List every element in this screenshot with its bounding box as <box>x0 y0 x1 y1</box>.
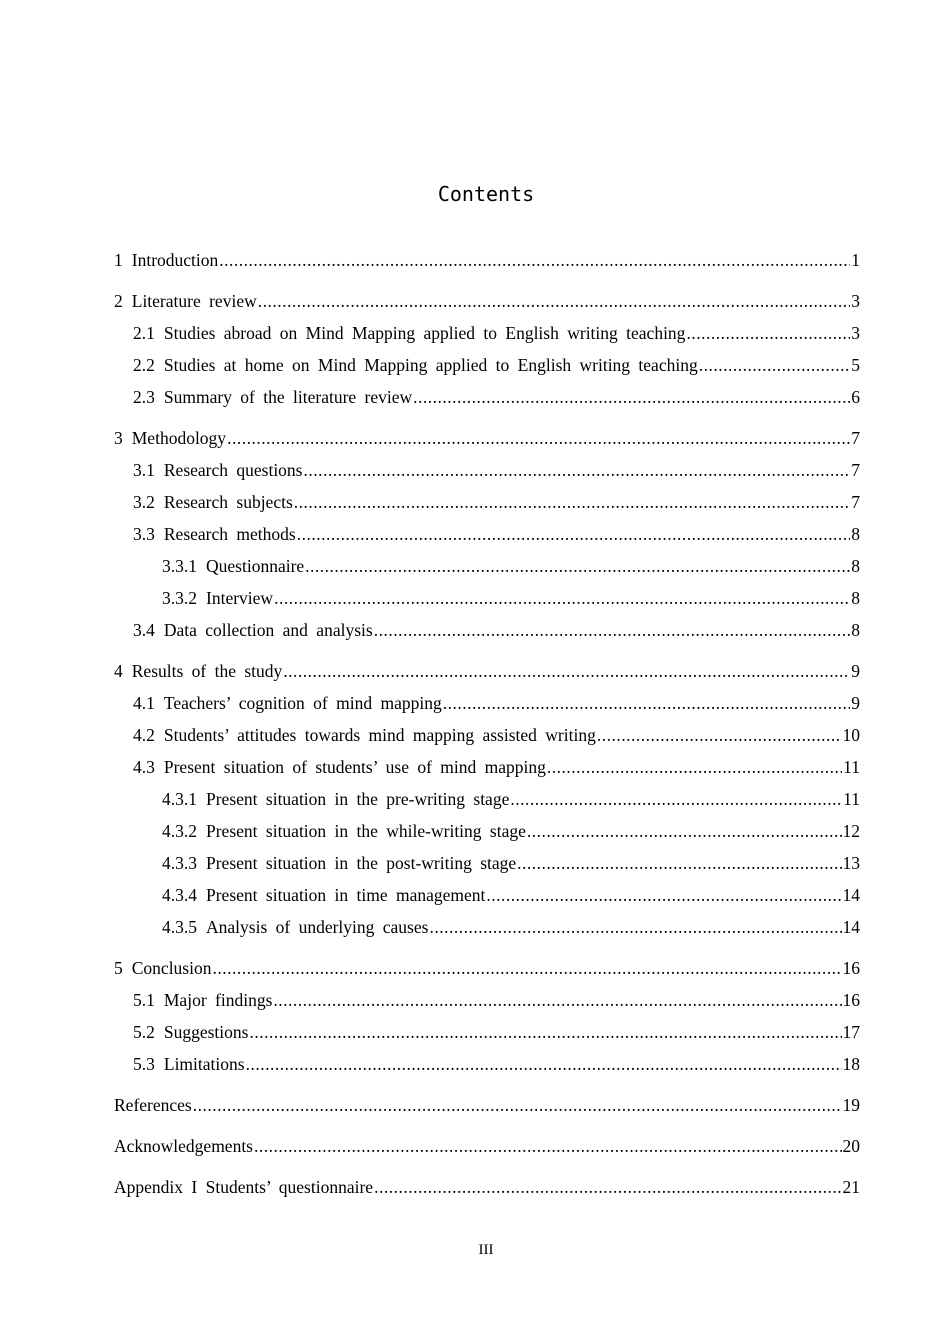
toc-entry[interactable] <box>114 518 860 550</box>
toc-entry[interactable] <box>114 486 860 518</box>
dot-leader <box>249 1016 841 1048</box>
toc-entry-label: Studies abroad on Mind Mapping applied to English writing teaching <box>163 323 686 343</box>
toc-entry-page: 12 <box>842 821 860 841</box>
dot-leader <box>686 317 850 349</box>
dot-leader <box>227 422 850 454</box>
dot-leader <box>517 847 841 879</box>
toc-entry-page: 16 <box>842 958 860 978</box>
toc-entry-page: 7 <box>851 460 860 480</box>
dot-leader <box>699 349 851 381</box>
toc-entry-page: 14 <box>842 917 860 937</box>
toc-entry-label: Questionnaire <box>206 556 305 576</box>
toc-entry-page: 11 <box>843 789 860 809</box>
dot-leader <box>246 1048 842 1080</box>
toc-entry-label: Research subjects <box>163 492 293 512</box>
toc-entry[interactable] <box>114 1089 860 1121</box>
toc-entry-label: Teachers’ cognition of mind mapping <box>163 693 442 713</box>
toc-entry-number: 2.1 <box>133 323 155 343</box>
toc-entry-page: 8 <box>851 588 860 608</box>
toc-entry[interactable] <box>114 751 860 783</box>
toc-entry-label: Appendix I Students’ questionnaire <box>114 1177 374 1197</box>
toc-entry-label: Students’ attitudes towards mind mapping assisted writing <box>163 725 596 745</box>
toc-entry-label: Research methods <box>163 524 296 544</box>
toc-entry[interactable] <box>114 719 860 751</box>
toc-entry-number: 4.3.3 <box>162 853 197 873</box>
toc-entry-page: 11 <box>843 757 860 777</box>
toc-entry-number: 3.3.2 <box>162 588 197 608</box>
toc-entry-page: 8 <box>851 620 860 640</box>
toc-entry-number: 3.3 <box>133 524 155 544</box>
toc-entry-number: 4 <box>114 661 123 681</box>
toc-entry-page: 19 <box>842 1095 860 1115</box>
toc-entry-number: 4.3.4 <box>162 885 197 905</box>
dot-leader <box>413 381 850 413</box>
toc-entry-label: Present situation in time management <box>206 885 486 905</box>
toc-entry[interactable] <box>114 1130 860 1162</box>
toc-entry-label: Data collection and analysis <box>163 620 373 640</box>
toc-entry-label: Research questions <box>163 460 303 480</box>
toc-entry-number: 5 <box>114 958 123 978</box>
dot-leader <box>429 911 841 943</box>
toc-entry-label: Interview <box>206 588 274 608</box>
toc-entry-page: 8 <box>851 524 860 544</box>
toc-entry[interactable] <box>114 349 860 381</box>
dot-leader <box>294 486 850 518</box>
toc-entry[interactable] <box>114 1016 860 1048</box>
dot-leader <box>212 952 841 984</box>
dot-leader <box>443 687 851 719</box>
toc-entry[interactable] <box>114 847 860 879</box>
toc-entry-label: Studies at home on Mind Mapping applied to English writing teaching <box>163 355 698 375</box>
toc-entry-number: 3.4 <box>133 620 155 640</box>
toc-entry-page: 3 <box>851 291 860 311</box>
dot-leader <box>254 1130 842 1162</box>
dot-leader <box>374 1171 841 1203</box>
toc-entry-number: 3.3.1 <box>162 556 197 576</box>
toc-entry-label: Suggestions <box>163 1022 249 1042</box>
toc-entry-page: 18 <box>842 1054 860 1074</box>
toc-entry-label: Present situation of students’ use of mind mapping <box>163 757 546 777</box>
dot-leader <box>304 454 851 486</box>
toc-entry[interactable] <box>114 582 860 614</box>
toc-entry-number: 1 <box>114 250 123 270</box>
toc-entry[interactable] <box>114 1171 860 1203</box>
dot-leader <box>193 1089 842 1121</box>
toc-entry-page: 16 <box>842 990 860 1010</box>
toc-entry-label: Major findings <box>163 990 273 1010</box>
dot-leader <box>510 783 842 815</box>
toc-entry[interactable] <box>114 244 860 276</box>
dot-leader <box>274 582 850 614</box>
toc-entry-label: Acknowledgements <box>114 1136 253 1156</box>
toc-entry[interactable] <box>114 687 860 719</box>
toc-entry-number: 3.2 <box>133 492 155 512</box>
toc-entry-page: 14 <box>842 885 860 905</box>
toc-entry-label: Present situation in the post-writing stage <box>206 853 517 873</box>
dot-leader <box>283 655 850 687</box>
toc-entry[interactable] <box>114 614 860 646</box>
toc-entry[interactable] <box>114 285 860 317</box>
table-of-contents <box>114 244 860 1203</box>
toc-entry-label: Results of the study <box>131 661 283 681</box>
toc-entry-label: Conclusion <box>131 958 212 978</box>
toc-entry-number: 4.3.2 <box>162 821 197 841</box>
toc-entry-page: 13 <box>842 853 860 873</box>
toc-entry-page: 6 <box>851 387 860 407</box>
toc-entry[interactable] <box>114 815 860 847</box>
dot-leader <box>374 614 851 646</box>
dot-leader <box>547 751 842 783</box>
toc-entry[interactable] <box>114 422 860 454</box>
toc-entry[interactable] <box>114 317 860 349</box>
toc-entry-page: 5 <box>851 355 860 375</box>
dot-leader <box>486 879 841 911</box>
dot-leader <box>219 244 850 276</box>
toc-entry-label: Present situation in the pre-writing stage <box>206 789 510 809</box>
toc-entry[interactable] <box>114 454 860 486</box>
page-title: Contents <box>437 182 535 206</box>
toc-entry-number: 4.2 <box>133 725 155 745</box>
dot-leader <box>258 285 851 317</box>
toc-entry[interactable] <box>114 879 860 911</box>
toc-entry-label: Summary of the literature review <box>163 387 413 407</box>
toc-entry[interactable] <box>114 381 860 413</box>
toc-entry-number: 4.3.5 <box>162 917 197 937</box>
toc-entry-number: 2 <box>114 291 123 311</box>
toc-entry-number: 5.3 <box>133 1054 155 1074</box>
toc-entry-number: 5.1 <box>133 990 155 1010</box>
toc-entry-label: Introduction <box>131 250 219 270</box>
toc-entry-number: 3 <box>114 428 123 448</box>
toc-entry-label: Present situation in the while-writing stage <box>206 821 526 841</box>
toc-entry-number: 4.3 <box>133 757 155 777</box>
toc-entry-page: 3 <box>851 323 860 343</box>
toc-entry-label: Methodology <box>131 428 227 448</box>
dot-leader <box>273 984 841 1016</box>
toc-entry-number: 3.1 <box>133 460 155 480</box>
toc-entry[interactable] <box>114 984 860 1016</box>
page-number-footer: III <box>478 1242 494 1258</box>
toc-entry-label: Literature review <box>131 291 257 311</box>
toc-entry-page: 8 <box>851 556 860 576</box>
toc-entry-number: 4.1 <box>133 693 155 713</box>
toc-entry-page: 10 <box>842 725 860 745</box>
toc-entry[interactable] <box>114 783 860 815</box>
toc-entry-number: 2.2 <box>133 355 155 375</box>
dot-leader <box>297 518 851 550</box>
dot-leader <box>527 815 842 847</box>
toc-entry[interactable] <box>114 1048 860 1080</box>
toc-entry-label: References <box>114 1095 192 1115</box>
toc-entry-page: 1 <box>851 250 860 270</box>
toc-entry-label: Limitations <box>163 1054 245 1074</box>
toc-entry[interactable] <box>114 655 860 687</box>
toc-entry-number: 5.2 <box>133 1022 155 1042</box>
dot-leader <box>305 550 850 582</box>
toc-entry-page: 20 <box>842 1136 860 1156</box>
toc-entry-page: 17 <box>842 1022 860 1042</box>
toc-entry-page: 21 <box>842 1177 860 1197</box>
dot-leader <box>597 719 842 751</box>
toc-entry-number: 4.3.1 <box>162 789 197 809</box>
toc-entry-number: 2.3 <box>133 387 155 407</box>
toc-entry[interactable] <box>114 952 860 984</box>
toc-entry-page: 7 <box>851 428 860 448</box>
toc-entry-page: 9 <box>851 693 860 713</box>
toc-entry[interactable] <box>114 550 860 582</box>
toc-entry-page: 9 <box>851 661 860 681</box>
toc-entry[interactable] <box>114 911 860 943</box>
toc-entry-label: Analysis of underlying causes <box>206 917 429 937</box>
toc-entry-page: 7 <box>851 492 860 512</box>
